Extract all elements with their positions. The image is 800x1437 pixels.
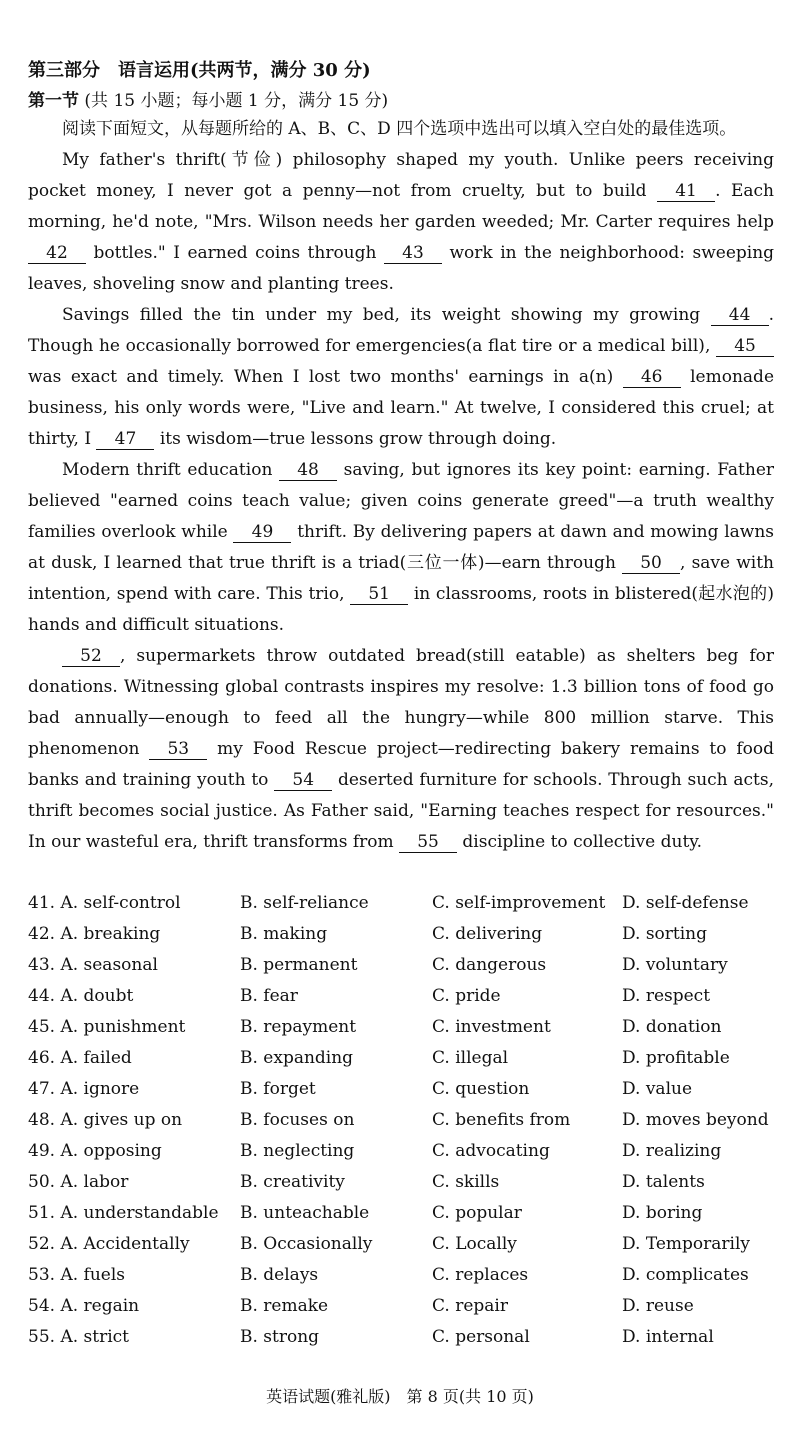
option-b: B. strong	[240, 1327, 320, 1347]
blank-54: 54	[274, 770, 332, 791]
option-c: C. delivering	[432, 924, 543, 944]
blank-50: 50	[622, 553, 680, 574]
option-c: C. advocating	[432, 1141, 550, 1161]
option-a: 45. A. punishment	[28, 1017, 186, 1037]
option-row	[28, 888, 788, 919]
section-label: 第一节	[28, 91, 79, 111]
option-b: B. self-reliance	[240, 893, 369, 913]
blank-41: 41	[657, 181, 715, 202]
text-segment: . Though he occasionally borrowed for emergencies(a flat tire or a medical bill),	[28, 305, 774, 356]
blank-48: 48	[279, 460, 337, 481]
option-c: C. benefits from	[432, 1110, 571, 1130]
blank-55: 55	[399, 832, 457, 853]
option-b: B. remake	[240, 1296, 329, 1316]
option-row	[28, 1105, 788, 1136]
option-a: 43. A. seasonal	[28, 955, 158, 975]
option-b: B. unteachable	[240, 1203, 370, 1223]
passage	[28, 114, 774, 858]
option-a: 48. A. gives up on	[28, 1110, 183, 1130]
option-a: 50. A. labor	[28, 1172, 129, 1192]
option-c: C. pride	[432, 986, 501, 1006]
option-row	[28, 1229, 788, 1260]
option-c: C. popular	[432, 1203, 522, 1223]
option-b: B. delays	[240, 1265, 319, 1285]
option-d: D. moves beyond	[622, 1110, 769, 1130]
text-segment: . Each morning, he'd note, "Mrs. Wilson needs her garden weeded; Mr. Carter requires help	[28, 181, 775, 232]
option-a: 54. A. regain	[28, 1296, 140, 1316]
blank-49: 49	[233, 522, 291, 543]
instructions: 阅读下面短文，从每题所给的 A、B、C、D 四个选项中选出可以填入空白处的最佳选项。	[62, 119, 737, 139]
blank-47: 47	[96, 429, 154, 450]
answer-options	[28, 888, 788, 1353]
option-d: D. Temporarily	[622, 1234, 751, 1254]
option-d: D. reuse	[622, 1296, 694, 1316]
blank-53: 53	[149, 739, 207, 760]
text-segment: Modern thrift education	[62, 460, 273, 480]
blank-51: 51	[350, 584, 408, 605]
option-c: C. illegal	[432, 1048, 509, 1068]
option-d: D. respect	[622, 986, 711, 1006]
text-segment: in classrooms, roots in blistered(起水泡的) hands and difficult situations.	[28, 584, 774, 635]
option-d: D. donation	[622, 1017, 722, 1037]
text-segment: saving, but ignores its key point: earning. Father believed "earned coins teach value; given coins generate greed"—a truth wealthy families overlook while	[28, 460, 775, 542]
option-row	[28, 1074, 788, 1105]
option-a: 44. A. doubt	[28, 986, 134, 1006]
text-segment: deserted furniture for schools. Through such acts, thrift becomes social justice. As Father said, "Earning teaches respect for resources." In our wasteful era, thrift transforms from	[28, 770, 775, 852]
option-row	[28, 1043, 788, 1074]
option-b: B. permanent	[240, 955, 358, 975]
blank-46: 46	[623, 367, 681, 388]
option-row	[28, 1260, 788, 1291]
text-segment: discipline to collective duty.	[462, 832, 703, 852]
option-c: C. replaces	[432, 1265, 529, 1285]
option-d: D. profitable	[622, 1048, 730, 1068]
option-c: C. question	[432, 1079, 530, 1099]
option-b: B. forget	[240, 1079, 316, 1099]
paragraph-2	[28, 300, 774, 455]
option-row	[28, 1322, 788, 1353]
option-d: D. boring	[622, 1203, 703, 1223]
option-a: 47. A. ignore	[28, 1079, 140, 1099]
blank-43: 43	[384, 243, 442, 264]
text-segment: lemonade business, his only words were, "Live and learn." At twelve, I considered this cruel; at thirty, I	[28, 367, 775, 449]
option-c: C. self-improvement	[432, 893, 606, 913]
option-d: D. talents	[622, 1172, 705, 1192]
text-segment: my Food Rescue project—redirecting bakery remains to food banks and training youth to	[28, 739, 775, 790]
option-a: 52. A. Accidentally	[28, 1234, 190, 1254]
option-d: D. voluntary	[622, 955, 728, 975]
option-d: D. value	[622, 1079, 693, 1099]
blank-52: 52	[62, 646, 120, 667]
option-b: B. neglecting	[240, 1141, 355, 1161]
option-c: C. dangerous	[432, 955, 547, 975]
option-row	[28, 1198, 788, 1229]
option-c: C. investment	[432, 1017, 551, 1037]
option-row	[28, 1136, 788, 1167]
blank-42: 42	[28, 243, 86, 264]
text-segment: its wisdom—true lessons grow through doing.	[159, 429, 557, 449]
text-segment: thrift. By delivering papers at dawn and mowing lawns at dusk, I learned that true thrift is a triad(三位一体)—earn through	[28, 522, 774, 573]
text-segment: , save with intention, spend with care. This trio,	[28, 553, 774, 604]
option-row	[28, 1167, 788, 1198]
option-c: C. repair	[432, 1296, 508, 1316]
option-row	[28, 1291, 788, 1322]
option-a: 53. A. fuels	[28, 1265, 125, 1285]
text-segment: bottles." I earned coins through	[93, 243, 377, 263]
paragraph-3	[28, 455, 774, 641]
option-d: D. realizing	[622, 1141, 722, 1161]
blank-45: 45	[716, 336, 774, 357]
option-b: B. Occasionally	[240, 1234, 373, 1254]
option-d: D. complicates	[622, 1265, 749, 1285]
option-a: 55. A. strict	[28, 1327, 129, 1347]
option-b: B. fear	[240, 986, 298, 1006]
option-d: D. internal	[622, 1327, 714, 1347]
option-row	[28, 1012, 788, 1043]
option-d: D. self-defense	[622, 893, 749, 913]
option-c: C. Locally	[432, 1234, 517, 1254]
text-segment: Savings filled the tin under my bed, its weight showing my growing	[62, 305, 701, 325]
option-a: 49. A. opposing	[28, 1141, 162, 1161]
option-row	[28, 981, 788, 1012]
paragraph-4	[28, 641, 774, 858]
section-info: (共 15 小题；每小题 1 分，满分 15 分)	[84, 91, 389, 111]
text-segment: was exact and timely. When I lost two months' earnings in a(n)	[28, 367, 614, 387]
option-a: 41. A. self-control	[28, 893, 181, 913]
option-row	[28, 919, 788, 950]
option-b: B. making	[240, 924, 328, 944]
section-heading	[28, 86, 388, 111]
text-segment: work in the neighborhood: sweeping leaves, shoveling snow and planting trees.	[28, 243, 775, 294]
option-a: 51. A. understandable	[28, 1203, 219, 1223]
option-b: B. repayment	[240, 1017, 357, 1037]
part-heading: 第三部分 语言运用(共两节，满分 30 分)	[28, 60, 371, 81]
option-d: D. sorting	[622, 924, 708, 944]
text-segment: My father's thrift(节俭) philosophy shaped my youth. Unlike peers receiving pocket money, I never got a penny—not from cruelty, but to build	[28, 150, 774, 201]
page-footer: 英语试题(雅礼版) 第 8 页(共 10 页)	[266, 1387, 534, 1406]
blank-44: 44	[711, 305, 769, 326]
option-c: C. skills	[432, 1172, 500, 1192]
option-b: B. creativity	[240, 1172, 345, 1192]
option-a: 42. A. breaking	[28, 924, 161, 944]
text-segment: , supermarkets throw outdated bread(still eatable) as shelters beg for donations. Witnessing global contrasts inspires my resolve: 1.3 billion tons of food go bad annually—enough to feed all the hungry—while 800 million starve. This phenomenon	[28, 646, 774, 759]
option-b: B. focuses on	[240, 1110, 355, 1130]
option-c: C. personal	[432, 1327, 530, 1347]
option-a: 46. A. failed	[28, 1048, 132, 1068]
option-row	[28, 950, 788, 981]
paragraph-1	[28, 145, 774, 300]
option-b: B. expanding	[240, 1048, 354, 1068]
